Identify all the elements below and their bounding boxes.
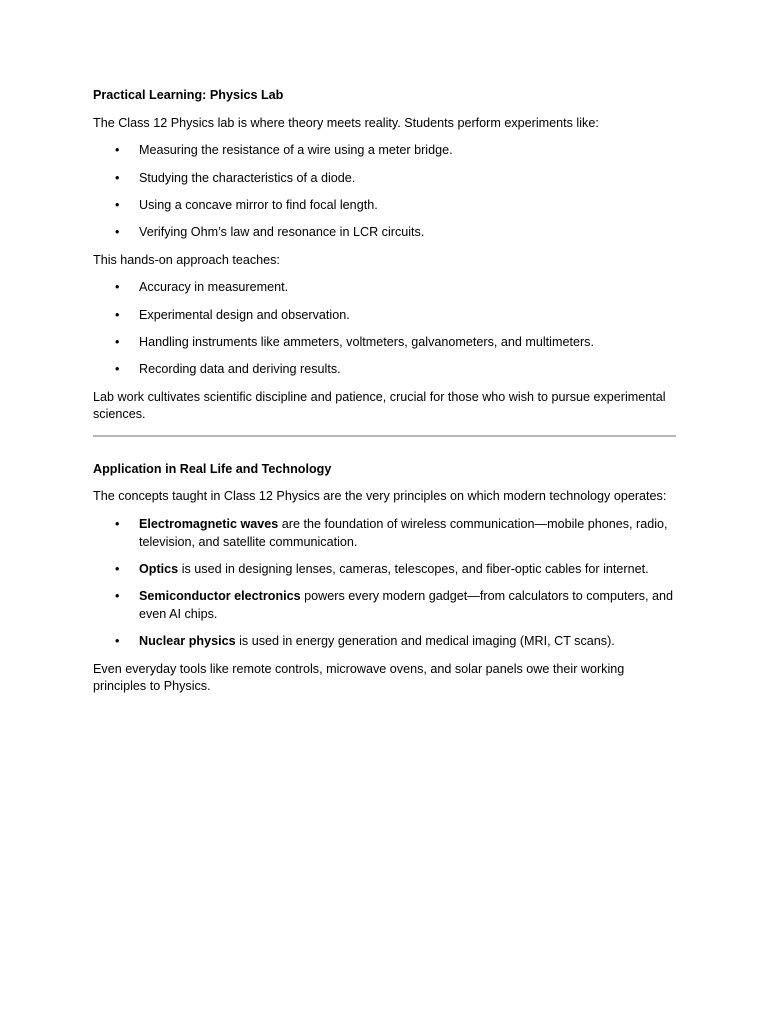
bullet-icon: • [115, 634, 120, 649]
bullet-icon: • [115, 334, 120, 349]
bullet-icon: • [115, 197, 120, 212]
lab-intro-paragraph: The Class 12 Physics lab is where theory meets reality. Students perform experiments like: [93, 115, 599, 130]
bullet-icon: • [115, 562, 120, 577]
teaches-list [93, 279, 676, 379]
applications-conclusion-paragraph: Even everyday tools like remote controls, microwave ovens, and solar panels owe their working principles to Physics. [93, 661, 625, 694]
list-item: • Electromagnetic waves are the foundation of wireless communication—mobile phones, radio, television, and satellite communication. [115, 517, 668, 549]
list-item: • Handling instruments like ammeters, voltmeters, galvanometers, and multimeters. [93, 334, 676, 352]
list-item: • Experimental design and observation. [93, 307, 676, 325]
term: Electromagnetic waves [139, 517, 279, 532]
term: Semiconductor electronics [139, 589, 301, 604]
list-item: • Optics is used in designing lenses, cameras, telescopes, and fiber-optic cables for internet. [93, 561, 676, 579]
bullet-icon: • [115, 280, 120, 295]
list-item: • Accuracy in measurement. [93, 279, 676, 297]
term: Nuclear physics [139, 634, 236, 649]
experiments-list [93, 142, 676, 242]
bullet-icon: • [115, 589, 120, 604]
section-heading-physics-lab: Practical Learning: Physics Lab [93, 88, 284, 102]
lab-conclusion-paragraph: Lab work cultivates scientific discipline and patience, crucial for those who wish to pursue experimental sciences. [93, 389, 666, 422]
list-item: • Studying the characteristics of a diode. [93, 170, 676, 188]
list-item: • Semiconductor electronics powers every modern gadget—from calculators to computers, and even AI chips. [115, 589, 674, 622]
list-item: • Recording data and deriving results. [93, 361, 676, 379]
list-item: • Measuring the resistance of a wire using a meter bridge. [93, 142, 676, 160]
bullet-icon: • [115, 517, 120, 532]
list-item: • Verifying Ohm’s law and resonance in LCR circuits. [93, 224, 676, 242]
applications-list [93, 516, 676, 651]
term: Optics [139, 562, 179, 577]
bullet-icon: • [115, 362, 120, 377]
bullet-icon: • [115, 170, 120, 185]
list-item: • Using a concave mirror to find focal length. [93, 197, 676, 215]
bullet-icon: • [115, 307, 120, 322]
bullet-icon: • [115, 225, 120, 240]
document-page [93, 87, 676, 696]
section-heading-applications: Application in Real Life and Technology [93, 461, 332, 476]
teaches-intro-paragraph: This hands-on approach teaches: [93, 252, 280, 267]
bullet-icon: • [115, 143, 120, 158]
list-item: • Nuclear physics is used in energy generation and medical imaging (MRI, CT scans). [93, 633, 676, 651]
applications-intro-paragraph: The concepts taught in Class 12 Physics are the very principles on which modern technology operates: [93, 489, 667, 504]
